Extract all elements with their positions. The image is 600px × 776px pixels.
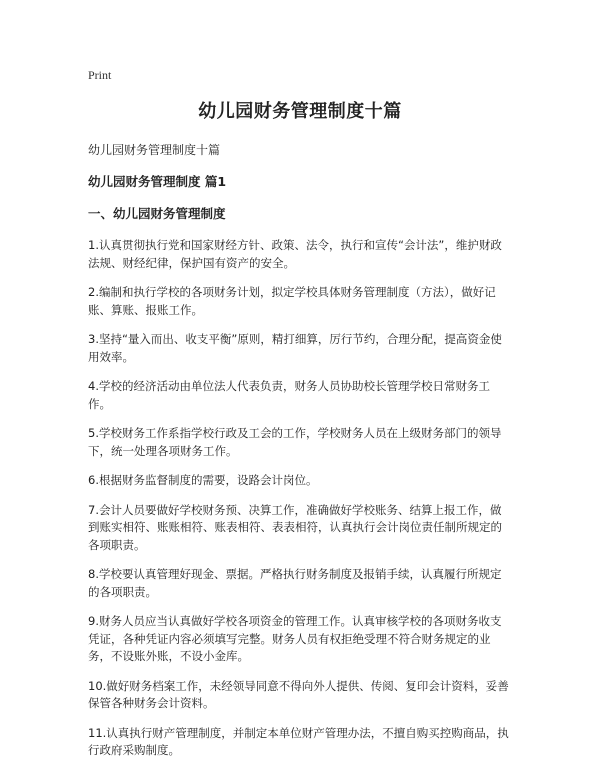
paragraph-10: 10.做好财务档案工作，未经领导同意不得向外人提供、传阅、复印会计资料，妥善保管各种财务会计资料。 — [88, 678, 509, 710]
document-title: 幼儿园财务管理制度十篇 — [198, 101, 402, 122]
subheading: 一、幼儿园财务管理制度 — [88, 206, 226, 221]
paragraph-6: 6.根据财务监督制度的需要，设路会计岗位。 — [88, 473, 318, 487]
document-subtitle: 幼儿园财务管理制度十篇 — [88, 143, 221, 157]
print-label: Print — [88, 68, 112, 82]
paragraph-2: 2.编制和执行学校的各项财务计划，拟定学校具体财务管理制度（方法），做好记账、算账、报账工作。 — [88, 285, 496, 317]
paragraph-11: 11.认真执行财产管理制度，并制定本单位财产管理办法，不擅自购买控购商品，执行政府采购制度。 — [88, 725, 509, 757]
paragraph-8: 8.学校要认真管理好现金、票据。严格执行财务制度及报销手续，认真履行所规定的各项职责。 — [88, 567, 502, 599]
paragraph-7: 7.会计人员要做好学校财务预、决算工作，准确做好学校账务、结算上报工作，做到账实相符、账账相符、账表相符、表表相符，认真执行会计岗位责任制所规定的各项职责。 — [88, 502, 502, 552]
paragraph-1: 1.认真贯彻执行党和国家财经方针、政策、法令，执行和宣传“会计法”，维护财政法规、财经纪律，保护国有资产的安全。 — [88, 238, 502, 270]
paragraph-5: 5.学校财务工作系指学校行政及工会的工作，学校财务人员在上级财务部门的领导下，统一处理各项财务工作。 — [88, 426, 502, 458]
section-heading: 幼儿园财务管理制度 篇1 — [88, 174, 227, 189]
paragraph-9: 9.财务人员应当认真做好学校各项资金的管理工作。认真审核学校的各项财务收支凭证，各种凭证内容必须填写完整。财务人员有权拒绝受理不符合财务规定的业务，不设账外账，不设小金库。 — [88, 614, 502, 663]
paragraph-3: 3.坚持“量入而出、收支平衡”原则，精打细算，厉行节约，合理分配，提高资金使用效率。 — [88, 332, 502, 364]
paragraph-4: 4.学校的经济活动由单位法人代表负责，财务人员协助校长管理学校日常财务工作。 — [88, 379, 490, 411]
paragraph-list — [88, 237, 512, 760]
